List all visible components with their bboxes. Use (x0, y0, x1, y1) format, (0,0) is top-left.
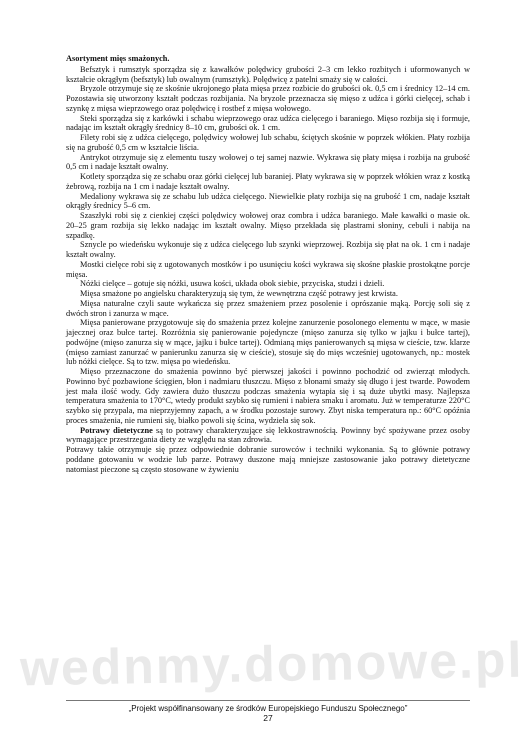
paragraph-mostki: Mostki cielęce robi się z ugotowanych mostków i po usunięciu kości wykrawa się skośne płaskie prostokątne porcje mięsa. (66, 259, 470, 279)
footer-project-note: „Projekt współfinansowany ze środków Europejskiego Funduszu Społecznego” (128, 704, 408, 713)
paragraph-filety: Filety robi się z udźca cielęcego, polędwicy wołowej lub schabu, ściętych skośnie w poprzek włókien. Płaty rozbija się na grubość 0,5 cm w kształcie liścia. (66, 133, 470, 152)
paragraph-sznycle: Sznycle po wiedeńsku wykonuje się z udźca cielęcego lub szynki wieprzowej. Rozbija się płat na ok. 1 cm i nadaje kształt owalny. (66, 240, 470, 259)
watermark: wednmy.domowe.pl (19, 631, 524, 697)
paragraph-kotlety: Kotlety sporządza się ze schabu oraz górki cielęcej lub baraniej. Płaty wykrawa się w poprzek włókien wraz z kostką żebrową, rozbija na 1 cm i nadaje kształt owalny. (66, 172, 470, 191)
section-heading: Asortyment mięs smażonych. (66, 54, 170, 63)
paragraph-befsztyk: Befsztyk i rumsztyk sporządza się z kawałków polędwicy grubości 2–3 cm lekko rozbitych i uformowanych w kształcie okrągłym (befsztyk) lub owalnym (rumsztyk). Polędwicę z patelni smaży się w całości. (66, 64, 470, 84)
paragraph-dietetyczne-cont: Potrawy takie otrzymuje się przez odpowiednie dobranie surowców i techniki wykonania. Są to głównie potrawy poddane gotowaniu w wodzie lub parze. Potrawy duszone mają mniejsze zastosowanie jako potrawy dietetyczne natomiast pieczone są często stosowane w żywieniu (66, 445, 470, 474)
paragraph-temperatura: Mięso przeznaczone do smażenia powinno być pierwszej jakości i powinno pochodzić od zwierząt młodych. Powinno być pozbawione ścięgien, błon i nadmiaru tłuszczu. Mięso z błonami smaży się długo i jest twarde. Powodem jest mała ilość wody. Gdy zawiera dużo tłuszczu podczas smażenia wytapia się i są duże ubytki masy. Najlepsza temperatura smażenia to 170°C, wtedy produkt szybko się rumieni i nabiera smaku i aromatu. Już w temperaturze 220°C szybko się przypala, ma nieprzyjemny zapach, a w środku pozostaje surowy. Zbyt niska temperatura np.: 60°C opóźnia proces smażenia, nie rumieni się, białko powoli się ścina, wydziela się sok. (66, 367, 470, 425)
page-number: 27 (263, 713, 273, 723)
paragraph-dietetyczne (66, 426, 470, 446)
diet-definition: są to potrawy charakteryzujące się lekkostrawnością. Powinny być spożywane przez osoby wymagające przestrzegania diety ze względu na stan zdrowia. (66, 425, 470, 445)
paragraph-steki: Steki sporządza się z karkówki i schabu wieprzowego oraz udźca cielęcego i baraniego. Mięso rozbija się i formuje, nadając im kształt okrągły średnicy 8–10 cm, grubości ok. 1 cm. (66, 113, 470, 133)
footer-divider (66, 700, 470, 701)
paragraph-panierowane: Mięsa panierowane przygotowuje się do smażenia przez kolejne zanurzenie posolonego elementu w mące, w masie jajecznej oraz bułce tartej. Rozróżnia się panierowanie pojedyncze (mięso zanurza się tylko w jajku i bułce tartej), podwójne (mięso zanurza się w mące, jajku i bułce tartej). Odmianą mięs panierowanych są mięsa w cieście, tzw. klarze (mięso zamiast zanurzać w panierunku zanurza się w cieście), stosuje się do mięs wcześniej ugotowanych, np.: mostek lub nóżki cielęce. Są to tzw. mięsa po wiedeńsku. (66, 318, 470, 367)
paragraph-saute: Mięsa naturalne czyli saute wykańcza się przez smażeniem przez posolenie i oprószanie mąką. Porcję soli się z dwóch stron i zanurza w mące. (66, 298, 470, 318)
paragraph-szaszlyki: Szaszłyki robi się z cienkiej części polędwicy wołowej oraz combra i udźca baraniego. Małe kawałki o masie ok. 20–25 gram rozbija się lekko nadając im kształt owalny. Mięso przekłada się plastrami słoniny, cebuli i nabija na szpadkę. (66, 211, 470, 240)
diet-term: Potrawy dietetyczne (80, 425, 153, 435)
paragraph-po-angielsku: Mięsa smażone po angielsku charakteryzują się tym, że wewnętrzna część potrawy jest krwista. (80, 289, 398, 298)
paragraph-medaliony: Medaliony wykrawa się ze schabu lub udźca cielęcego. Niewielkie płaty rozbija się na grubość 1 cm, nadaje kształt okrągły średnicy 5–6 cm. (66, 191, 470, 211)
paragraph-bryzole: Bryzole otrzymuje się ze skośnie ukrojonego płata mięsa przez rozbicie do grubości ok. 0,5 cm i średnicy 12–14 cm. Pozostawia się utworzony kształt podczas rozbijania. Na bryzole przeznacza się mięso z udźca i górki cielęcej, schab i szynkę z mięsa wieprzowego oraz polędwicę i rostbef z mięsa wołowego. (66, 84, 470, 113)
page-content (66, 54, 470, 474)
paragraph-nozki: Nóżki cielęce – gotuje się nóżki, usuwa kości, układa obok siebie, przyciska, studzi i dzieli. (80, 279, 385, 289)
paragraph-antrykot: Antrykot otrzymuje się z elementu tuszy wołowej o tej samej nazwie. Wykrawa się płaty mięsa i rozbija na grubość 0,5 cm i nadaje kształt owalny. (66, 152, 470, 172)
